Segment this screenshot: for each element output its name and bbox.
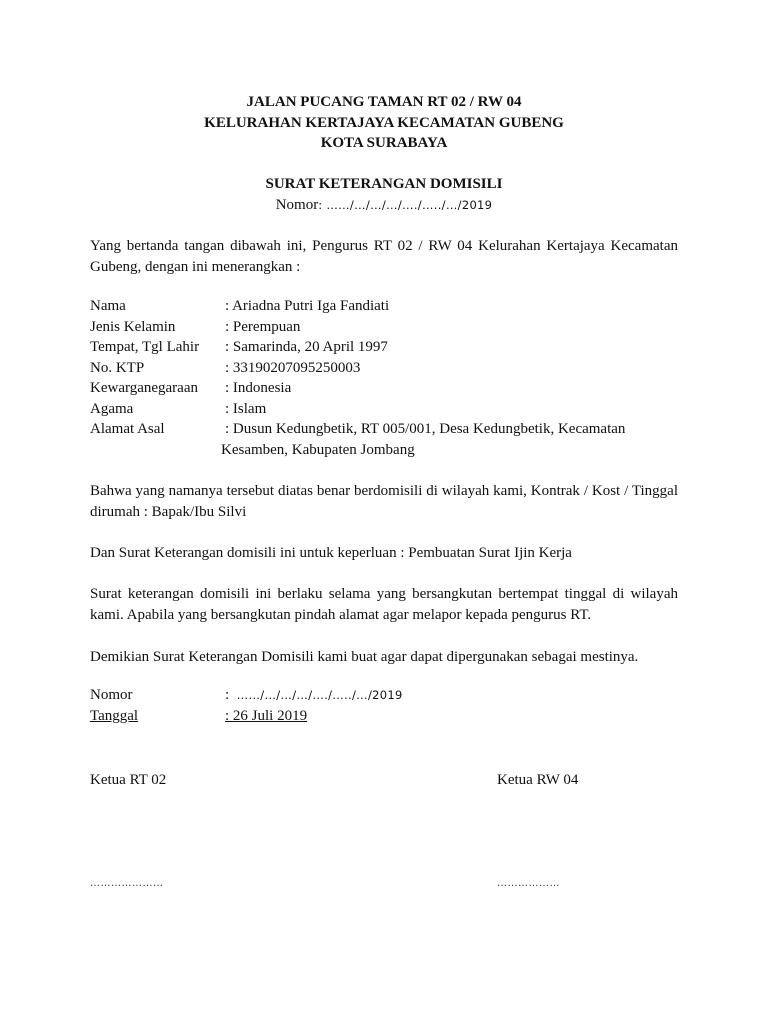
closing-paragraph: Demikian Surat Keterangan Domisili kami buat agar dapat dipergunakan sebagai mestinya. xyxy=(90,649,639,665)
signature-rt-title: Ketua RT 02 xyxy=(90,772,167,788)
letter-title: SURAT KETERANGAN DOMISILI xyxy=(265,176,503,192)
signature-rw-title: Ketua RW 04 xyxy=(497,772,579,788)
reference-number-colon: : xyxy=(225,687,230,703)
field-value: : Samarinda, 20 April 1997 xyxy=(225,339,388,355)
field-value-continuation: Kesamben, Kabupaten Jombang xyxy=(221,441,415,458)
field-value: : Dusun Kedungbetik, RT 005/001, Desa Kedungbetik, Kecamatan xyxy=(225,421,626,437)
field-value: : Islam xyxy=(225,400,267,417)
letter-header xyxy=(90,92,678,154)
field-label: Alamat Asal xyxy=(90,421,165,437)
field-row-no-ktp xyxy=(90,358,678,379)
field-row-agama xyxy=(90,399,678,420)
field-value: : Ariadna Putri Iga Fandiati xyxy=(225,298,390,314)
header-city-line: KOTA SURABAYA xyxy=(320,135,448,151)
field-value: : 33190207095250003 xyxy=(225,359,361,376)
reference-date-row xyxy=(90,706,307,727)
field-label: No. KTP xyxy=(90,359,145,376)
signature-rt-line: ………………… xyxy=(90,878,164,889)
reference-number-label: Nomor xyxy=(90,687,133,703)
header-kelurahan-line: KELURAHAN KERTAJAYA KECAMATAN GUBENG xyxy=(204,114,564,131)
letter-number-value: : ……/…/…/…/…./…../…/2019 xyxy=(318,197,493,212)
reference-block xyxy=(90,685,678,726)
field-label: Agama xyxy=(90,400,134,417)
field-row-tempat-tgl-lahir xyxy=(90,337,678,358)
purpose-paragraph: Dan Surat Keterangan domisili ini untuk keperluan : Pembuatan Surat Ijin Kerja xyxy=(90,545,572,561)
field-value: : Perempuan xyxy=(225,318,301,335)
signature-rw-line: ……………… xyxy=(497,878,560,889)
field-row-nama xyxy=(90,296,678,317)
reference-number-value: ……/…/…/…/…./…../…/2019 xyxy=(236,688,403,702)
field-row-kewarganegaraan xyxy=(90,378,678,399)
title-block xyxy=(90,174,678,215)
domicile-paragraph: Bahwa yang namanya tersebut diatas benar berdomisili di wilayah kami, Kontrak / Kost / Tinggal dirumah : Bapak/Ibu Silvi xyxy=(90,483,678,520)
validity-paragraph: Surat keterangan domisili ini berlaku selama yang bersangkutan bertempat tinggal di wilayah kami. Apabila yang bersangkutan pindah alamat agar melapor kepada pengurus RT. xyxy=(90,586,678,623)
field-label: Kewarganegaraan xyxy=(90,380,198,396)
field-row-jenis-kelamin xyxy=(90,317,678,338)
field-label: Jenis Kelamin xyxy=(90,318,176,335)
field-value: : Indonesia xyxy=(225,380,292,396)
letter-number-label: Nomor xyxy=(275,196,319,213)
header-address-line: JALAN PUCANG TAMAN RT 02 / RW 04 xyxy=(246,94,522,110)
reference-number-row xyxy=(90,685,678,706)
identity-fields xyxy=(90,296,678,460)
reference-date-value: : 26 Juli 2019 xyxy=(225,707,308,724)
field-label: Tempat, Tgl Lahir xyxy=(90,339,200,355)
field-label: Nama xyxy=(90,298,126,314)
reference-date-label: Tanggal xyxy=(90,707,139,724)
intro-paragraph: Yang bertanda tangan dibawah ini, Pengurus RT 02 / RW 04 Kelurahan Kertajaya Kecamatan Gubeng, dengan ini menerangkan : xyxy=(90,238,678,275)
reference-number-value-wrap xyxy=(225,685,678,706)
letter-number xyxy=(90,195,678,216)
field-row-alamat-asal xyxy=(90,419,678,440)
